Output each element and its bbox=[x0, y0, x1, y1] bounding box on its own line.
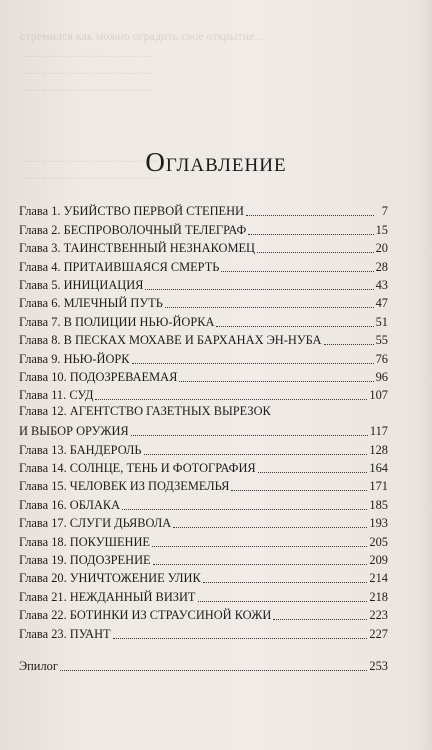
chapter-title-continuation: И ВЫБОР ОРУЖИЯ bbox=[19, 424, 129, 439]
page-number: 185 bbox=[369, 497, 388, 512]
chapter-title: Глава 14. СОЛНЦЕ, ТЕНЬ И ФОТОГРАФИЯ bbox=[19, 461, 256, 476]
chapter-title: Глава 18. ПОКУШЕНИЕ bbox=[19, 534, 151, 549]
page-number: 47 bbox=[375, 296, 388, 311]
page-number: 7 bbox=[381, 204, 388, 219]
page-number: 43 bbox=[375, 277, 388, 292]
page-number: 164 bbox=[369, 461, 388, 476]
chapter-title: Глава 15. ЧЕЛОВЕК ИЗ ПОДЗЕМЕЛЬЯ bbox=[19, 479, 230, 494]
page-number: 107 bbox=[369, 388, 388, 403]
epilogue-title: Эпилог bbox=[19, 658, 58, 673]
chapter-title: Глава 1. УБИЙСТВО ПЕРВОЙ СТЕПЕНИ bbox=[19, 204, 244, 219]
chapter-title: Глава 12. АГЕНТСТВО ГАЗЕТНЫХ ВЫРЕЗОК bbox=[19, 404, 271, 419]
chapter-title: Глава 22. БОТИНКИ ИЗ СТРАУСИНОЙ КОЖИ bbox=[19, 608, 272, 623]
toc-entry-chapter-9[interactable] bbox=[19, 348, 388, 366]
toc-entry-chapter-8[interactable] bbox=[19, 330, 388, 348]
dot-leader bbox=[216, 316, 373, 327]
chapter-title-continuation-row bbox=[19, 421, 388, 439]
toc-entry-chapter-21[interactable] bbox=[19, 586, 388, 604]
toc-entry-chapter-14[interactable] bbox=[19, 458, 388, 476]
chapter-title: Глава 16. ОБЛАКА bbox=[19, 497, 121, 512]
show-through-text-middle: .............................................. .............................................. bbox=[20, 151, 158, 182]
toc-entry-chapter-18[interactable] bbox=[19, 531, 388, 549]
toc-entry-chapter-2[interactable] bbox=[19, 219, 388, 237]
chapter-title: Глава 17. СЛУГИ ДЬЯВОЛА bbox=[19, 516, 172, 531]
dot-leader bbox=[221, 261, 373, 272]
dot-leader bbox=[246, 205, 374, 216]
toc-entry-chapter-1[interactable] bbox=[19, 201, 388, 219]
chapter-title: Глава 10. ПОДОЗРЕВАЕМАЯ bbox=[19, 369, 178, 384]
toc-entry-chapter-23[interactable] bbox=[19, 623, 388, 641]
page-number: 51 bbox=[375, 314, 388, 329]
dot-leader bbox=[152, 536, 367, 547]
page-number: 76 bbox=[375, 351, 388, 366]
dot-leader bbox=[122, 499, 367, 510]
dot-leader bbox=[173, 517, 367, 528]
toc-entry-chapter-5[interactable] bbox=[19, 275, 388, 293]
dot-leader bbox=[324, 334, 374, 345]
chapter-title: Глава 9. НЬЮ-ЙОРК bbox=[19, 351, 130, 366]
toc-entry-chapter-3[interactable] bbox=[19, 238, 388, 256]
dot-leader bbox=[258, 462, 368, 473]
page-number: 205 bbox=[369, 534, 388, 549]
page-number: 28 bbox=[375, 259, 388, 274]
page-number: 15 bbox=[375, 222, 388, 237]
dot-leader bbox=[248, 224, 373, 235]
chapter-title: Глава 5. ИНИЦИАЦИЯ bbox=[19, 277, 144, 292]
chapter-title: Глава 13. БАНДЕРОЛЬ bbox=[19, 442, 142, 457]
dot-leader bbox=[153, 554, 368, 565]
dot-leader bbox=[60, 660, 368, 671]
chapter-title: Глава 11. СУД bbox=[19, 388, 94, 403]
toc-entry-chapter-19[interactable] bbox=[19, 550, 388, 568]
chapter-title: Глава 4. ПРИТАИВШАЯСЯ СМЕРТЬ bbox=[19, 259, 220, 274]
show-through-text-top: стремился как можно оградить свое открытие... ............................................ ............................................ ............................................ bbox=[20, 29, 264, 94]
dot-leader bbox=[257, 242, 374, 253]
dot-leader bbox=[273, 609, 367, 620]
dot-leader bbox=[113, 628, 368, 639]
chapter-title: Глава 6. МЛЕЧНЫЙ ПУТЬ bbox=[19, 296, 163, 311]
dot-leader bbox=[144, 444, 368, 455]
toc-entry-chapter-20[interactable] bbox=[19, 568, 388, 586]
page-number: 171 bbox=[369, 479, 388, 494]
page-number: 55 bbox=[375, 333, 388, 348]
toc-entry-chapter-17[interactable] bbox=[19, 513, 388, 531]
toc-entry-chapter-4[interactable] bbox=[19, 256, 388, 274]
toc-title: Оглавление bbox=[145, 147, 287, 177]
dot-leader bbox=[203, 572, 368, 583]
toc-entry-chapter-10[interactable] bbox=[19, 367, 388, 385]
toc-entry-chapter-12[interactable] bbox=[19, 403, 388, 439]
table-of-contents bbox=[19, 201, 388, 674]
chapter-title: Глава 8. В ПЕСКАХ МОХАВЕ И БАРХАНАХ ЭН-НУБА bbox=[19, 333, 322, 348]
dot-leader bbox=[131, 425, 368, 436]
page-number: 128 bbox=[369, 442, 388, 457]
dot-leader bbox=[132, 353, 374, 364]
dot-leader bbox=[145, 279, 373, 290]
toc-entry-chapter-7[interactable] bbox=[19, 311, 388, 329]
toc-entry-chapter-22[interactable] bbox=[19, 605, 388, 623]
toc-entry-chapter-15[interactable] bbox=[19, 476, 388, 494]
page-number: 209 bbox=[369, 553, 388, 568]
toc-entry-chapter-16[interactable] bbox=[19, 494, 388, 512]
toc-entry-epilogue[interactable] bbox=[19, 656, 388, 674]
page-number: 117 bbox=[369, 424, 388, 439]
page-edge-shadow bbox=[418, 0, 432, 750]
dot-leader bbox=[231, 480, 367, 491]
dot-leader bbox=[198, 591, 368, 602]
chapter-title: Глава 23. ПУАНТ bbox=[19, 626, 111, 641]
toc-entry-chapter-6[interactable] bbox=[19, 293, 388, 311]
dot-leader bbox=[95, 389, 367, 400]
chapter-title: Глава 20. УНИЧТОЖЕНИЕ УЛИК bbox=[19, 571, 201, 586]
toc-entry-chapter-13[interactable] bbox=[19, 439, 388, 457]
dot-leader bbox=[179, 371, 373, 382]
page-number: 218 bbox=[369, 589, 388, 604]
toc-entry-chapter-11[interactable] bbox=[19, 385, 388, 403]
page-number: 20 bbox=[375, 241, 388, 256]
page-number: 253 bbox=[369, 658, 388, 673]
page-number: 227 bbox=[369, 626, 388, 641]
chapter-title: Глава 21. НЕЖДАННЫЙ ВИЗИТ bbox=[19, 589, 196, 604]
page-number: 223 bbox=[369, 608, 388, 623]
page-number: 214 bbox=[369, 571, 388, 586]
chapter-title: Глава 19. ПОДОЗРЕНИЕ bbox=[19, 553, 151, 568]
dot-leader bbox=[165, 297, 374, 308]
chapter-title: Глава 3. ТАИНСТВЕННЫЙ НЕЗНАКОМЕЦ bbox=[19, 241, 256, 256]
chapter-title: Глава 7. В ПОЛИЦИИ НЬЮ-ЙОРКА bbox=[19, 314, 215, 329]
page-number: 96 bbox=[375, 369, 388, 384]
page-number: 193 bbox=[369, 516, 388, 531]
chapter-title: Глава 2. БЕСПРОВОЛОЧНЫЙ ТЕЛЕГРАФ bbox=[19, 222, 247, 237]
